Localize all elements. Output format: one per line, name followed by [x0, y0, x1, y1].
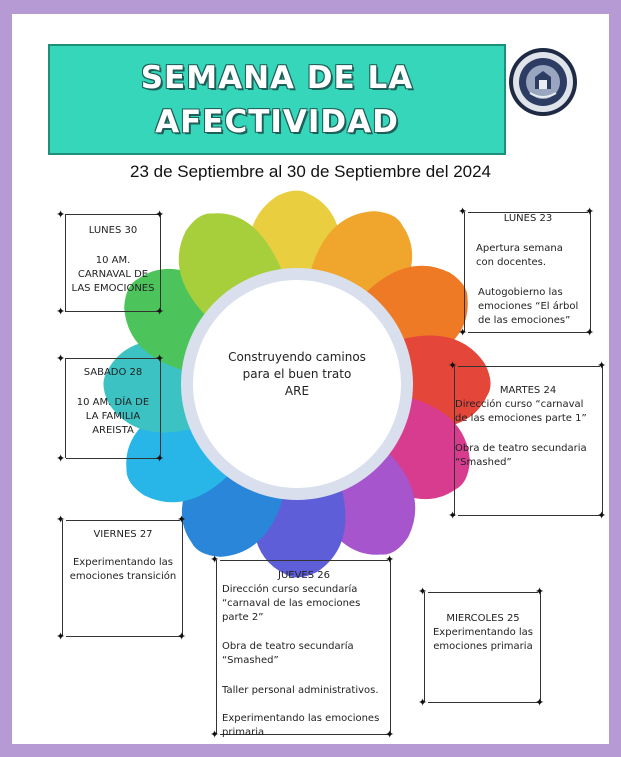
- card-line: Obra de teatro secundaria: [455, 443, 587, 454]
- card-viernes-27: ✦ ✦ ✦ ✦ VIERNES 27 Experimentando las emociones transición: [56, 513, 187, 643]
- card-line: LAS EMOCIONES: [71, 283, 155, 294]
- title-banner: [48, 44, 506, 155]
- card-line: Experimentando las: [432, 627, 533, 638]
- card-line: “Smashed”: [455, 457, 512, 468]
- card-day: MIERCOLES 25: [446, 613, 520, 624]
- card-line: emociones “El árbol: [478, 301, 579, 312]
- card-line: Autogobierno las: [478, 287, 563, 298]
- card-line: parte 2”: [222, 612, 264, 623]
- date-range: 23 de Septiembre al 30 de Septiembre del 2024: [129, 162, 492, 181]
- card-martes-24: ✦ ✦ ✦ ✦ MARTES 24 Dirección curso “carnaval de las emociones parte 1” Obra de teatro secundaria “Smashed”: [448, 359, 607, 522]
- card-line: 10 AM. DÍA DE: [76, 397, 150, 408]
- poster-page: [12, 14, 609, 744]
- card-line: Dirección curso secundaría: [222, 584, 358, 595]
- card-day: SABADO 28: [83, 367, 143, 378]
- card-line: Obra de teatro secundaría: [222, 641, 354, 652]
- title-line-2: AFECTIVIDAD: [155, 103, 399, 140]
- card-line: emociones transición: [69, 571, 177, 582]
- card-line: “carnaval de las emociones: [222, 598, 361, 609]
- card-line: de las emociones”: [478, 315, 571, 326]
- card-line: AREISTA: [92, 425, 134, 436]
- card-lunes-23: ✦ ✦ ✦ ✦ LUNES 23 Apertura semana con docentes. Autogobierno las emociones “El árbol de las emociones”: [458, 205, 595, 339]
- card-line: de las emociones parte 1”: [455, 413, 587, 424]
- center-line-2: para el buen trato: [242, 367, 352, 381]
- card-jueves-26: ✦ ✦ ✦ ✦ JUEVES 26 Dirección curso secundaría “carnaval de las emociones parte 2” Obra de teatro secundaría “Smashed” Taller personal administrativos. Experimentando las emociones primaria: [210, 553, 395, 741]
- card-day: JUEVES 26: [278, 570, 330, 581]
- title-line-1: SEMANA DE LA: [140, 59, 414, 96]
- card-day: VIERNES 27: [93, 529, 153, 540]
- card-day: MARTES 24: [499, 385, 557, 396]
- card-line: “Smashed”: [222, 655, 279, 666]
- card-miercoles-25: ✦ ✦ ✦ ✦ MIERCOLES 25 Experimentando las emociones primaria: [418, 585, 545, 709]
- card-day: LUNES 23: [503, 213, 553, 224]
- card-lunes-30: ✦ ✦ ✦ ✦ LUNES 30 10 AM. CARNAVAL DE LAS EMOCIONES: [56, 208, 165, 318]
- card-line: 10 AM.: [95, 255, 131, 266]
- card-line: LA FAMILIA: [85, 411, 141, 422]
- card-line: emociones primaria: [433, 641, 533, 652]
- center-message: [207, 349, 387, 400]
- card-line: CARNAVAL DE: [77, 269, 149, 280]
- card-line: Experimentando las: [72, 557, 173, 568]
- center-line-1: Construyendo caminos: [228, 350, 366, 364]
- center-line-3: ARE: [284, 384, 310, 398]
- card-day: LUNES 30: [88, 225, 138, 236]
- card-line: con docentes.: [476, 257, 547, 268]
- school-logo: [508, 47, 578, 117]
- card-line: Apertura semana: [476, 243, 563, 254]
- card-line: Experimentando las emociones: [222, 713, 380, 724]
- card-line: primaria: [222, 727, 265, 738]
- card-sabado-28: ✦ ✦ ✦ ✦ SABADO 28 10 AM. DÍA DE LA FAMILIA AREISTA: [56, 352, 165, 465]
- card-line: Taller personal administrativos.: [222, 685, 379, 696]
- card-line: Dirección curso “carnaval: [455, 399, 584, 410]
